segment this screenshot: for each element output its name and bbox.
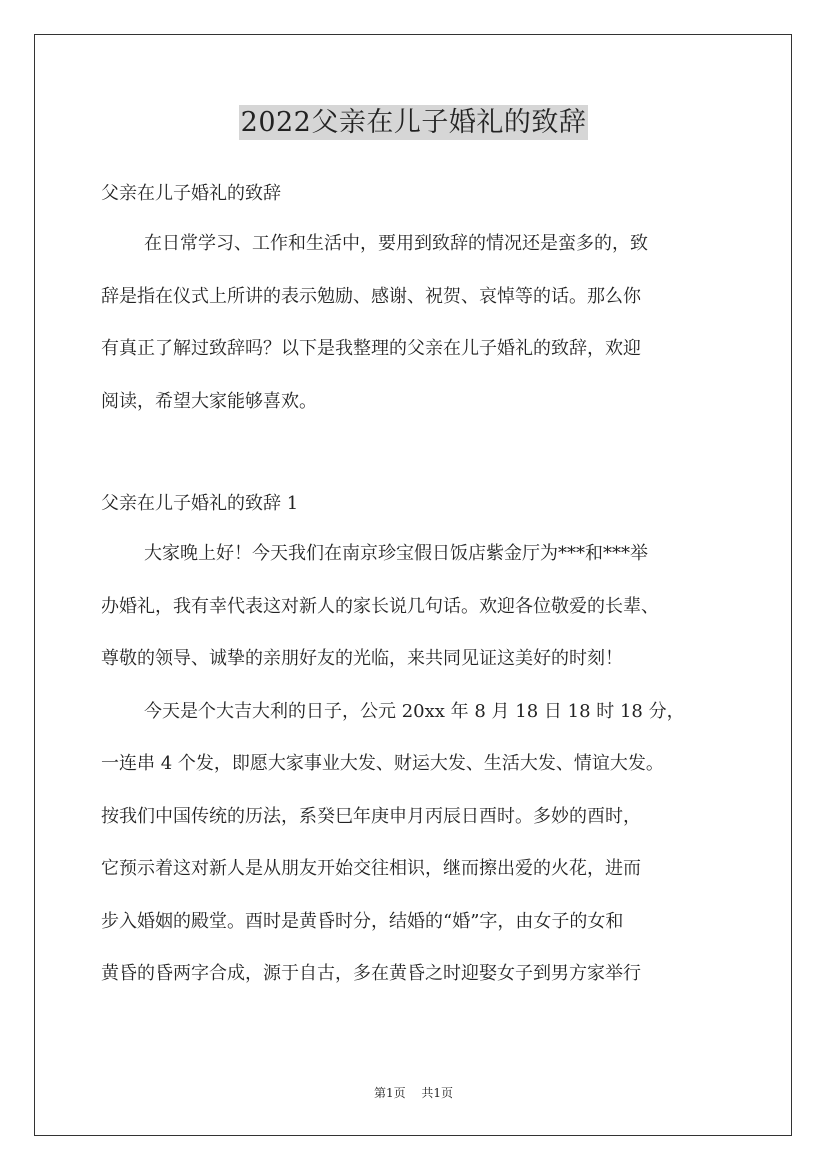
paragraph-date (101, 686, 741, 1001)
text-line: 它预示着这对新人是从朋友开始交往相识，继而擦出爱的火花，进而 (101, 858, 641, 879)
text-line: 按我们中国传统的历法，系癸巳年庚申月丙辰日酉时。多妙的酉时， (101, 805, 641, 827)
text-line: 阅读，希望大家能够喜欢。 (101, 390, 317, 412)
text-line: 大家晚上好！今天我们在南京珍宝假日饭店紫金厅为***和***举 (144, 543, 648, 564)
text-line: 一连串 4 个发，即愿大家事业大发、财运大发、生活大发、情谊大发。 (101, 753, 664, 774)
text-line: 今天是个大吉大利的日子，公元 20xx 年 8 月 18 日 18 时 18 分， (144, 700, 685, 722)
section-heading: 父亲在儿子婚礼的致辞 1 (101, 493, 299, 514)
page-number: 第1页 (373, 1086, 406, 1100)
document-title-wrapper (0, 100, 827, 139)
text-line: 步入婚姻的殿堂。酉时是黄昏时分，结婚的“婚”字，由女子的女和 (101, 910, 624, 932)
text-line: 尊敬的领导、诚挚的亲朋好友的光临，来共同见证这美好的时刻！ (101, 648, 623, 669)
document-title: 2022父亲在儿子婚礼的致辞 (240, 107, 587, 138)
page-footer (0, 1084, 827, 1101)
text-line: 有真正了解过致辞吗？以下是我整理的父亲在儿子婚礼的致辞，欢迎 (101, 338, 641, 359)
spacer (101, 428, 741, 480)
section-heading: 父亲在儿子婚礼的致辞 (101, 183, 281, 204)
page-total: 共1页 (421, 1086, 454, 1100)
paragraph-greeting (101, 528, 741, 686)
text-line: 辞是指在仪式上所讲的表示勉励、感谢、祝贺、哀悼等的话。那么你 (101, 285, 641, 307)
document-body (101, 170, 741, 1001)
text-line: 黄昏的昏两字合成，源于自古，多在黄昏之时迎娶女子到男方家举行 (101, 963, 641, 984)
paragraph-intro (101, 218, 741, 428)
text-line: 在日常学习、工作和生活中，要用到致辞的情况还是蛮多的，致 (144, 233, 648, 254)
text-line: 办婚礼，我有幸代表这对新人的家长说几句话。欢迎各位敬爱的长辈、 (101, 595, 659, 617)
